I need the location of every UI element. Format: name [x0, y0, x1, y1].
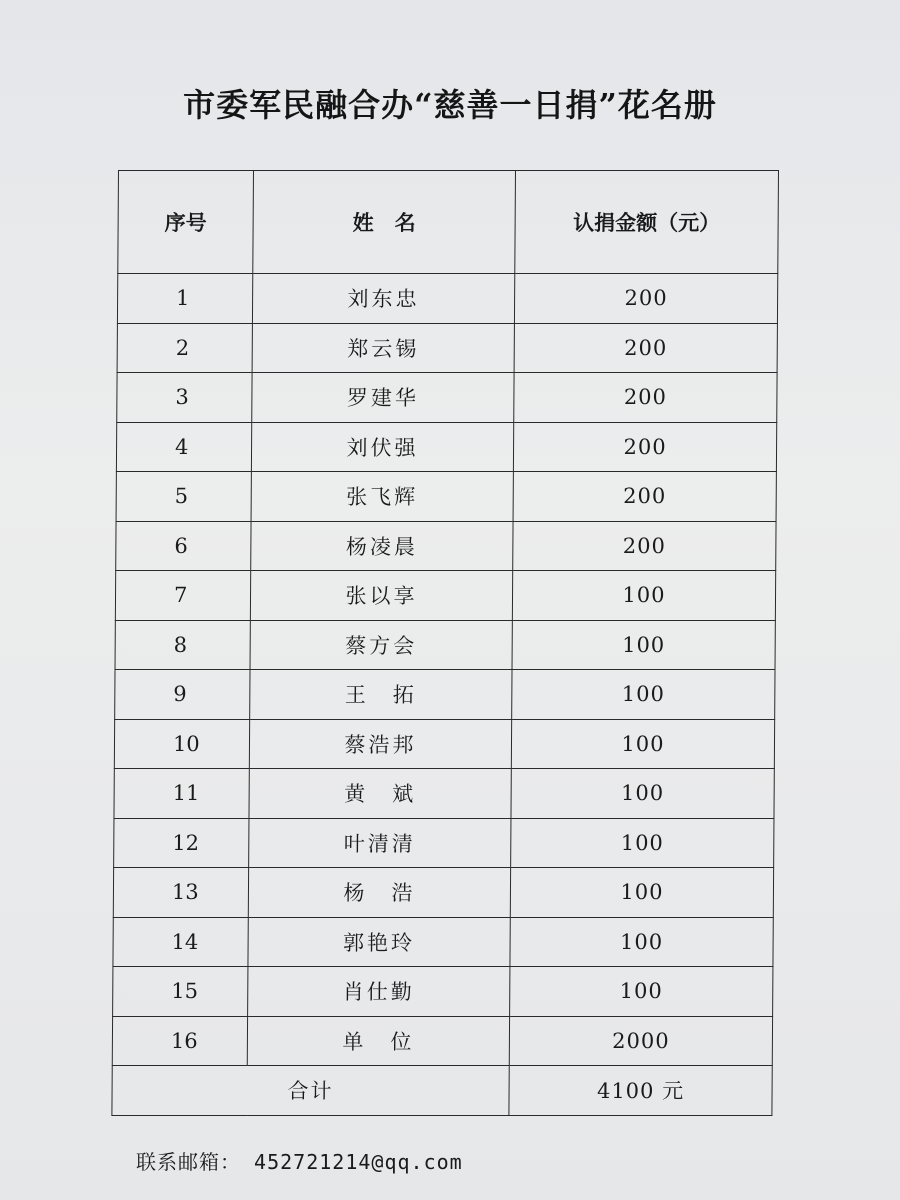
row-seq: 4 [116, 422, 251, 472]
row-name: 叶清清 [249, 818, 511, 868]
row-amount: 100 [511, 818, 774, 868]
row-name: 肖仕勤 [248, 967, 510, 1017]
row-seq: 14 [113, 917, 248, 967]
table-row [115, 620, 775, 670]
row-amount: 200 [514, 274, 777, 324]
contact-email: 联系邮箱： 452721214@qq.com [136, 1150, 463, 1174]
table-header-row [118, 171, 779, 274]
table-row [114, 818, 774, 868]
row-amount: 100 [511, 719, 774, 769]
row-amount: 200 [514, 323, 777, 373]
row-seq: 16 [112, 1016, 247, 1066]
row-name: 郭艳玲 [248, 917, 510, 967]
total-row [112, 1066, 772, 1116]
row-seq: 15 [113, 967, 248, 1017]
row-name: 单 位 [247, 1016, 509, 1066]
row-amount: 100 [510, 917, 773, 967]
row-name: 王 拓 [250, 670, 512, 720]
total-label: 合计 [112, 1066, 509, 1116]
table-row [113, 967, 773, 1017]
row-name: 刘伏强 [251, 422, 513, 472]
table-row [116, 472, 776, 522]
table-row [117, 373, 777, 423]
row-amount: 200 [513, 472, 776, 522]
row-name: 杨凌晨 [251, 521, 513, 571]
row-name: 郑云锡 [252, 323, 514, 373]
row-name: 蔡浩邦 [249, 719, 511, 769]
row-seq: 5 [116, 472, 251, 522]
header-amount: 认捐金额（元） [515, 171, 779, 274]
row-seq: 10 [114, 719, 249, 769]
row-seq: 13 [113, 868, 248, 918]
row-amount: 100 [512, 620, 775, 670]
table-row [114, 719, 774, 769]
row-seq: 8 [115, 620, 250, 670]
table-row [115, 670, 775, 720]
row-name: 刘东忠 [252, 274, 514, 324]
row-name: 罗建华 [252, 373, 514, 423]
row-amount: 100 [512, 670, 775, 720]
row-seq: 1 [117, 274, 252, 324]
table-row [113, 868, 773, 918]
header-seq: 序号 [118, 171, 254, 274]
row-amount: 200 [513, 521, 776, 571]
row-amount: 2000 [509, 1016, 772, 1066]
row-seq: 2 [117, 323, 252, 373]
document-title: 市委军民融合办“慈善一日捐”花名册 [183, 86, 717, 124]
row-name: 张以享 [250, 571, 512, 621]
row-amount: 200 [514, 373, 777, 423]
row-amount: 200 [513, 422, 776, 472]
header-name: 姓 名 [253, 171, 516, 274]
table-row [112, 1016, 772, 1066]
row-seq: 7 [115, 571, 250, 621]
table-body [112, 274, 778, 1116]
table-row [116, 521, 776, 571]
row-amount: 100 [512, 571, 775, 621]
row-seq: 11 [114, 769, 249, 819]
row-name: 黄 斌 [249, 769, 511, 819]
row-seq: 3 [117, 373, 252, 423]
total-amount: 4100 元 [509, 1066, 772, 1116]
row-name: 杨 浩 [248, 868, 510, 918]
table-row [114, 769, 774, 819]
row-amount: 100 [511, 769, 774, 819]
roster-table-wrapper [118, 170, 778, 1116]
donation-roster-table [111, 170, 779, 1116]
table-row [113, 917, 773, 967]
table-row [116, 422, 776, 472]
table-row [117, 274, 777, 324]
table-row [115, 571, 775, 621]
row-seq: 6 [116, 521, 251, 571]
row-name: 蔡方会 [250, 620, 512, 670]
row-amount: 100 [510, 967, 773, 1017]
table-row [117, 323, 777, 373]
row-seq: 12 [114, 818, 249, 868]
row-amount: 100 [510, 868, 773, 918]
row-name: 张飞辉 [251, 472, 513, 522]
row-seq: 9 [115, 670, 250, 720]
